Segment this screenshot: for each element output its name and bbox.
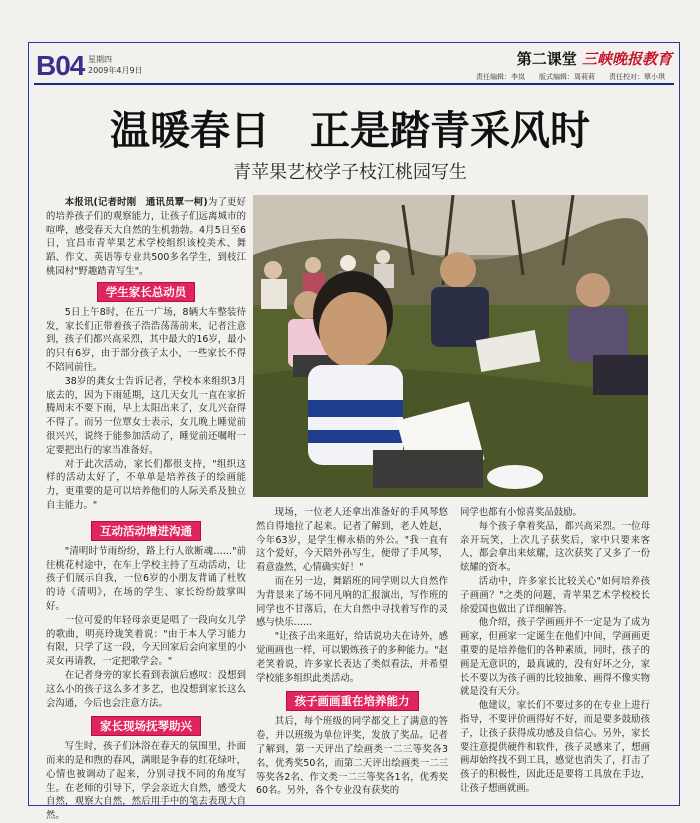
subheadline: 青苹果艺校学子枝江桃园写生 [233,162,467,183]
newspaper-brand: 三峡晚报教育 [581,50,672,68]
section-title: 第二课堂 [516,50,577,68]
paragraph: 一位可爱的年轻母亲更是唱了一段向女儿学的歌曲，明亮玲珑笑着说："由于本人学习能力有限，只学了这一段，今天回家后会向家里的小灵女再请教，一定把歌学会。" [46,614,246,668]
students-sketching-photo [253,195,648,497]
photo-illustration [253,195,648,497]
paragraph: 而在另一边，舞蹈班的同学则以大自然作为背景来了场不同凡响的汇报演出，写作班的同学也不甘落后，在大自然中寻找着写作的灵感与快乐…… [256,575,448,629]
column-3 [460,506,650,796]
paragraph: 现场，一位老人还拿出准备好的手风琴悠然自得地拉了起来。记者了解到，老人姓赵，今年63岁，是学生柳永梧的外公。"我一直有这个爱好，今天陪外孙写生，便带了手风琴，看意盎然，心情确实好！" [256,507,448,574]
paragraph: 5日上午8时，在五一广场，8辆大车整装待发，家长们正带着孩子浩浩荡荡前来，记者注意到，孩子们都兴高采烈，其中最大的16岁，最小的只有6岁，由于部分孩子太小，一些家长不得不陪同前往。 [46,306,246,373]
section-heading-accordion: 家长现场抚琴助兴 [91,716,201,736]
dateline: 本报讯(记者时刚 通讯员覃一柯) [64,197,208,208]
lead-text: 为了更好的培养孩子们的观察能力，让孩子们远离城市的喧哗，感受春天大自然的生机勃勃。4月5日至6日，宜昌市青苹果艺术学校组织该校美术、舞蹈、作文、英语等专业共500多名学生，到枝江桃园村"野趣踏青写生"。 [46,197,246,277]
weekday: 星期四 [88,55,112,64]
paragraph: "让孩子出来逛好，给话说功夫在诗外，感觉画画也一样，可以锻炼孩子的多种能力。"赵老笑着说，许多家长表达了类似看法，并希望学校能多组织此类活动。 [256,631,448,684]
paragraph: 38岁的龚女士告诉记者，学校本来组织3月底去的，因为下雨延期，这几天女儿一直在家折腾周末不要下雨，早上太阳出来了，女儿兴奋得不得了。而另一位覃女士表示，女儿晚上睡觉前很兴兴，说终于能参加活动了，睡觉前还嘱咐一定要把出行的家当准备好。 [46,375,246,456]
paragraph: 每个孩子拿着奖品，都兴高采烈。一位母亲开玩笑，上次儿子获奖后，家中只要来客人，都会拿出来炫耀，这次获奖了又多了一份炫耀的资本。 [460,520,650,574]
section-heading-parents: 学生家长总动员 [97,282,196,302]
column-2 [256,506,448,798]
page-number: B04 [36,50,85,81]
header-rule [34,83,674,85]
section-masthead [517,48,672,69]
paragraph: 其后，每个班级的同学都交上了满意的答卷，并以班级为单位评奖，发放了奖品。记者了解到，第一天评出了绘画类一二三等奖各3名，优秀奖50名，而第二天评出绘画类一二三等奖各2名、作文类一二三等奖各1名，优秀奖60名。另外，各个专业没有获奖的 [256,716,448,797]
paragraph: 在记者身旁的家长看到表演后感叹：没想到这么小的孩子这么多才多艺，也没想到家长这么会沟通，今后也会注意方法。 [46,669,246,709]
paragraph: 他介绍，孩子学画画并不一定是为了成为画家，但画家一定诞生在他们中间，学画画更重要的是培养他们的各种素质，同时，孩子的画是无意识的，最真诚的，没有好坏之分，家长不要以为孩子画的比较抽象、画得不像实物就是没有天分。 [460,617,650,698]
paragraph: 他建议，家长们不要过多的在专业上进行指导，不要评价画得好不好，而是要多鼓励孩子，让孩子获得成功感及自信心。另外，家长要注意提供硬件和软件，孩子灵感来了，想画画却始终找不到工具，感觉也消失了，打击了孩子的积极性，因此还是要将工具放在手边，让孩子想画就画。 [460,700,650,794]
column-1 [46,196,246,823]
issue-date: 2009年4月9日 [88,66,143,75]
editor-credits: 责任编辑：李岚 版式编辑：周莉莉 责任校对：覃小琪 [476,73,665,81]
section-heading-ability: 孩子画画重在培养能力 [286,691,419,711]
paragraph: 对于此次活动，家长们都很支持，"组织这样的活动太好了，不单单是培养孩子的绘画能力，更重要的是可以培养他们的人际关系及独立自主能力。" [46,458,246,511]
paragraph: 同学也都有小惊喜奖品鼓励。 [460,507,582,518]
headline: 温暖春日 正是踏青采风时 [110,107,590,154]
lead-paragraph [46,196,246,279]
section-heading-interaction: 互动活动增进沟通 [91,521,201,541]
paragraph: "清明时节雨纷纷，路上行人欲断魂……"前往桃花村途中，在车上学校主持了互动活动，让孩子们展示自我，一位6岁的小朋友背诵了杜牧的诗《清明》，在场的学生、家长纷纷鼓掌叫好。 [46,545,246,612]
paragraph: 活动中，许多家长比较关心"如何培养孩子画画？"之类的问题，青苹果艺术学校校长徐爱国也做出了详细解答。 [460,575,650,615]
paragraph: 写生时，孩子们沐浴在春天的氛围里，扑面而来的是和煦的春风，满眼是争春的红花绿叶，心情也被调动了起来，分别寻找不同的角度写生。在老师的引导下，学会亲近大自然，感受大自然，观察大自然，然后用手中的笔去表现大自然。 [46,741,246,822]
